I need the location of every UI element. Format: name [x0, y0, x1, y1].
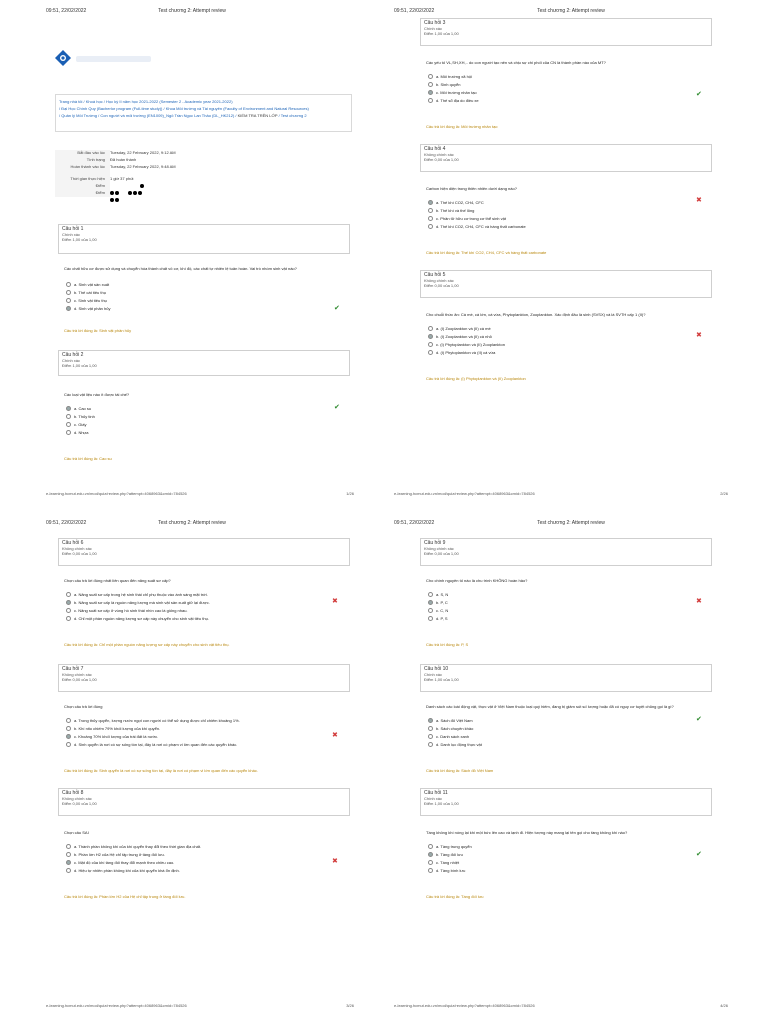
option-label: b. P, C [436, 599, 448, 605]
radio-icon[interactable] [66, 608, 71, 613]
question-info-box [420, 270, 712, 298]
page-number: 1/26 [346, 491, 354, 496]
radio-icon[interactable] [428, 350, 433, 355]
radio-icon[interactable] [66, 422, 71, 427]
answer-option[interactable] [428, 222, 708, 230]
summary-row [55, 197, 355, 204]
page-header [46, 8, 338, 18]
correct-check-icon: ✔ [696, 716, 702, 723]
question-status: Không chính xác [62, 672, 92, 677]
correct-answer-feedback: Câu trả lời đúng là: Cao su [64, 456, 112, 461]
breadcrumb-link[interactable]: Đại Học Chính Quy (Bacherlor program (Full-time study)) [61, 106, 163, 111]
option-label: c. Danh sách xanh [436, 733, 470, 739]
correct-answer-feedback: Câu trả lời đúng là: Tầng đối lưu [426, 894, 484, 899]
correct-answer-feedback: Câu trả lời đúng là: Sách đỏ Việt Nam [426, 768, 494, 773]
radio-icon[interactable] [428, 200, 433, 205]
answer-option[interactable] [428, 858, 698, 866]
question-info-box [420, 788, 712, 816]
radio-icon[interactable] [66, 868, 71, 873]
option-label: c. Phân tử hữu cơ trong cơ thể sinh vật [436, 215, 506, 221]
option-label: a. Sách đỏ Việt Nam [436, 717, 473, 723]
option-label: d. Sinh quyển là nơi có sự sống tồn tại, đây là nơi có phạm vi lớn quan đến các quyển khác. [74, 741, 238, 747]
radio-icon[interactable] [66, 844, 71, 849]
radio-icon[interactable] [66, 742, 71, 747]
answer-option[interactable] [66, 404, 346, 412]
question-score: Điểm 1,00 của 1,00 [424, 801, 459, 806]
breadcrumb-current: KIỂM TRA TRÊN LỚP [237, 113, 278, 118]
question-number: Câu hỏi 1 [62, 226, 84, 232]
question-score: Điểm 0,00 của 1,00 [62, 551, 97, 556]
answer-option[interactable] [66, 280, 346, 288]
correct-answer-feedback: Câu trả lời đúng là: P, S [426, 642, 469, 647]
answer-options [428, 716, 698, 748]
answer-option[interactable] [66, 740, 336, 748]
answer-option[interactable] [428, 80, 708, 88]
redacted-mark [110, 197, 355, 204]
answer-option[interactable] [66, 296, 346, 304]
radio-icon[interactable] [428, 868, 433, 873]
answer-option[interactable] [428, 332, 708, 340]
option-label: a. Sinh vật sản xuất [74, 281, 110, 287]
option-label: a. Thành phần không khí của khí quyển thay đổi theo thời gian địa chất. [74, 843, 202, 849]
question-info-box [58, 788, 350, 816]
option-label: d. Tầng bình lưu [436, 867, 466, 873]
option-label: a. Thế khí CO2, CH4, CFC [436, 199, 484, 205]
page-url: e-learning.hcmut.edu.vn/mod/quiz/review.php?attempt=4068963&cmid=784526 [46, 491, 187, 496]
answer-option[interactable] [66, 842, 336, 850]
radio-icon[interactable] [66, 306, 71, 311]
question-text: Tầng không khí nóng lại khi một bức lên cao và lạnh đi. Hiện tượng này mang lại tên gọi cho tầng không khí nào? [426, 830, 628, 835]
correct-answer-feedback: Câu trả lời đúng là: (I) Phytoplankton và (II) Zooplankton [426, 376, 526, 381]
radio-icon[interactable] [66, 406, 71, 411]
radio-icon[interactable] [428, 852, 433, 857]
option-label: d. Hiệu tự nhiên phần không khí của khí quyển khá ổn định. [74, 867, 180, 873]
answer-option[interactable] [66, 420, 346, 428]
radio-icon[interactable] [428, 860, 433, 865]
breadcrumb-link[interactable]: Khoa Môi trường và Tài nguyên (Faculty of Environment and Natural Resources) [165, 106, 309, 111]
summary-value: 1 giờ 37 phút [110, 176, 134, 181]
question-score: Điểm 1,00 của 1,00 [424, 31, 459, 36]
page-title: Test chương 2: Attempt review [158, 520, 226, 526]
option-label: c. Mật độ của khí tầng đối thay đổi mạnh theo chiều cao. [74, 859, 175, 865]
radio-icon[interactable] [428, 616, 433, 621]
page-title: Test chương 2: Attempt review [537, 520, 605, 526]
summary-row [55, 157, 355, 164]
correct-answer-feedback: Câu trả lời đúng là: Thế khí CO2, CH4, CFC và hàng thất carbonate [426, 250, 547, 255]
option-label: c. Môi trường nhân tạo [436, 89, 477, 95]
breadcrumb: Trang nhà tôi / Khoá học / Học kỳ II năm học 2021-2022 (Semester 2 - Academic year 2021-2022) / Đại Học Chính Quy (Bacherlor program (Full-time study)) / Khoa Môi trường và Tài nguyên (Faculty of Environment and Natural Resources) / Quản lý Môi Trường / Con người và môi trường (EN1009)_Ngô Trần Ngọc Lan Thảo (DL_HK212) / KIỂM TRA TRÊN LỚP / Test chương 2 [55, 94, 352, 132]
option-label: d. Thế sổ địa do điều xe [436, 97, 479, 103]
option-label: b. Thế cát tiêu thụ [74, 289, 106, 295]
answer-option[interactable] [428, 732, 698, 740]
answer-option[interactable] [66, 850, 336, 858]
breadcrumb-link[interactable]: Con người và môi trường (EN1009)_Ngô Trần Ngọc Lan Thảo (DL_HK212) [100, 113, 235, 118]
radio-icon[interactable] [66, 726, 71, 731]
summary-label: Điểm [55, 183, 110, 190]
question-score: Điểm 1,00 của 1,00 [424, 677, 459, 682]
option-label: d. Chỉ một phần nguồn năng lượng sơ cấp này chuyển cho sinh vật tiêu thụ. [74, 615, 209, 621]
question-status: Chính xác [424, 672, 443, 677]
answer-option[interactable] [66, 304, 346, 312]
question-score: Điểm 0,00 của 1,00 [424, 283, 459, 288]
answer-option[interactable] [428, 96, 708, 104]
question-info-box [420, 664, 712, 692]
redacted-grade [110, 190, 355, 197]
radio-icon[interactable] [428, 90, 433, 95]
question-text: Chọn câu trả lời đúng nhất liên quan đến năng suất sơ cấp? [64, 578, 171, 583]
page-timestamp: 09:51, 22/02/2022 [46, 520, 87, 526]
question-status: Không chính xác [424, 546, 454, 551]
option-label: c. Năng suất sơ cấp ở vùng hồ sinh thái nhìn cao là giống nhau. [74, 607, 188, 613]
answer-option[interactable] [66, 598, 336, 606]
page-title: Test chương 2: Attempt review [537, 8, 605, 14]
answer-option[interactable] [428, 198, 708, 206]
option-label: a. Cao su [74, 405, 92, 411]
question-score: Điểm 1,00 của 1,00 [62, 363, 97, 368]
page-number: 2/26 [720, 491, 728, 496]
answer-option[interactable] [428, 866, 698, 874]
option-label: d. Sinh vật phân hủy [74, 305, 111, 311]
pdf-page-3 [0, 512, 384, 1024]
question-number: Câu hỏi 3 [424, 20, 446, 26]
option-label: b. Thế khí và thế lỏng [436, 207, 475, 213]
page-url: e-learning.hcmut.edu.vn/mod/quiz/review.php?attempt=4068963&cmid=784526 [46, 1003, 187, 1008]
radio-icon[interactable] [66, 616, 71, 621]
correct-check-icon: ✔ [696, 851, 702, 858]
option-label: d. (I) Phytoplankton và (II) cá vừa [436, 349, 496, 355]
answer-option[interactable] [428, 724, 698, 732]
breadcrumb-link[interactable]: Khoá học [85, 99, 103, 104]
question-number: Câu hỏi 8 [62, 790, 84, 796]
incorrect-cross-icon: ✖ [332, 598, 338, 605]
question-number: Câu hỏi 7 [62, 666, 84, 672]
radio-icon[interactable] [66, 734, 71, 739]
page-header [394, 8, 748, 18]
answer-option[interactable] [428, 598, 698, 606]
radio-icon[interactable] [66, 298, 71, 303]
option-label: b. Sinh quyển [436, 81, 461, 87]
question-info-box [420, 144, 712, 172]
question-text: Các chất hữu cơ được sử dụng và chuyển hóa thành chất vô cơ, khí độ, các chất tự nhiên lệ tuân hoàn. Vai trò nhóm sinh vật nào? [64, 266, 297, 271]
incorrect-cross-icon: ✖ [696, 598, 702, 605]
answer-options [66, 842, 336, 874]
page-title: Test chương 2: Attempt review [158, 8, 226, 14]
question-info-box [58, 224, 350, 254]
answer-option[interactable] [428, 348, 708, 356]
page-footer [394, 1003, 728, 1008]
summary-label: Tình trạng [55, 157, 110, 164]
question-text: Cho chuỗi thức ăn: Cá mè, cá lớn, cá vừa, Phytoplankton, Zooplankton. Xác định đâu là sinh (SVSX) và là SVTH cấp 1 (II)? [426, 312, 646, 317]
option-label: d. P, S [436, 615, 448, 621]
answer-option[interactable] [428, 850, 698, 858]
page-url: e-learning.hcmut.edu.vn/mod/quiz/review.php?attempt=4068963&cmid=784526 [394, 1003, 535, 1008]
radio-icon[interactable] [428, 82, 433, 87]
option-label: b. (I) Zooplankton và (II) cá nhỏ [436, 333, 492, 339]
summary-row [55, 176, 355, 183]
answer-option[interactable] [428, 340, 708, 348]
answer-option[interactable] [428, 614, 698, 622]
breadcrumb-link[interactable]: Quản lý Môi Trường [61, 113, 97, 118]
question-number: Câu hỏi 4 [424, 146, 446, 152]
question-status: Không chính xác [424, 278, 454, 283]
breadcrumb-link[interactable]: Học kỳ II năm học 2021-2022 (Semester 2 - Academic year 2021-2022) [106, 99, 233, 104]
answer-options [66, 404, 346, 436]
option-label: b. Khí nito chiếm 79% khối lượng của khí quyển. [74, 725, 161, 731]
question-number: Câu hỏi 6 [62, 540, 84, 546]
option-label: a. S, N [436, 591, 449, 597]
radio-icon[interactable] [66, 430, 71, 435]
correct-check-icon: ✔ [334, 305, 340, 312]
radio-icon[interactable] [428, 742, 433, 747]
answer-options [428, 198, 708, 230]
question-status: Không chính xác [62, 546, 92, 551]
university-logo-icon [55, 50, 71, 66]
radio-icon[interactable] [428, 608, 433, 613]
radio-icon[interactable] [428, 342, 433, 347]
summary-value: Tuesday, 22 February 2022, 9:12 AM [110, 150, 176, 155]
answer-option[interactable] [428, 324, 708, 332]
answer-option[interactable] [428, 842, 698, 850]
radio-icon[interactable] [428, 600, 433, 605]
option-label: c. Giấy [74, 421, 87, 427]
answer-option[interactable] [66, 732, 336, 740]
answer-option[interactable] [428, 590, 698, 598]
answer-options [66, 716, 336, 748]
option-label: b. Tầng đối lưu [436, 851, 463, 857]
summary-label: Thời gian thực hiện [55, 176, 110, 183]
question-number: Câu hỏi 9 [424, 540, 446, 546]
option-label: b. Thủy tinh [74, 413, 95, 419]
correct-answer-feedback: Câu trả lời đúng là: Chỉ một phần nguồn năng lượng sơ cấp này chuyển cho sinh vật tiêu thụ. [64, 642, 230, 647]
option-label: c. Tầng nhiệt [436, 859, 460, 865]
site-logo-text [76, 56, 151, 62]
correct-check-icon: ✔ [334, 404, 340, 411]
radio-icon[interactable] [66, 282, 71, 287]
answer-option[interactable] [66, 614, 336, 622]
radio-icon[interactable] [428, 734, 433, 739]
correct-answer-feedback: Câu trả lời đúng là: Môi trường nhân tạo [426, 124, 498, 129]
page-header [394, 520, 748, 530]
question-status: Chính xác [62, 358, 81, 363]
pdf-page-2 [384, 0, 768, 512]
answer-option[interactable] [66, 606, 336, 614]
question-number: Câu hỏi 11 [424, 790, 448, 796]
correct-check-icon: ✔ [696, 91, 702, 98]
question-number: Câu hỏi 5 [424, 272, 446, 278]
option-label: a. Năng suất sơ cấp trong hệ sinh thái chỉ phụ thuộc vào ánh sáng mặt trời. [74, 591, 208, 597]
answer-option[interactable] [428, 740, 698, 748]
option-label: a. Trong thủy quyển, lượng nước ngọt con người có thể sử dụng được chỉ chiếm khoảng 1%. [74, 717, 240, 723]
answer-options [66, 590, 336, 622]
question-status: Không chính xác [62, 796, 92, 801]
answer-option[interactable] [66, 716, 336, 724]
question-text: Chọn câu SAI [64, 830, 89, 835]
summary-label: Điểm [55, 190, 110, 197]
radio-icon[interactable] [428, 74, 433, 79]
summary-row [55, 150, 355, 157]
answer-option[interactable] [428, 206, 708, 214]
answer-option[interactable] [428, 72, 708, 80]
radio-icon[interactable] [428, 216, 433, 221]
summary-row [55, 183, 355, 190]
page-footer [394, 491, 728, 496]
question-status: Chính xác [424, 26, 443, 31]
correct-answer-feedback: Câu trả lời đúng là: Sinh vật phân hủy [64, 328, 132, 333]
radio-icon[interactable] [428, 726, 433, 731]
question-text: Các loại vật liệu nào ít được tái chế? [64, 392, 130, 397]
radio-icon[interactable] [428, 334, 433, 339]
question-status: Chính xác [424, 796, 443, 801]
answer-option[interactable] [66, 866, 336, 874]
page-number: 3/26 [346, 1003, 354, 1008]
page-url: e-learning.hcmut.edu.vn/mod/quiz/review.php?attempt=4068963&cmid=784526 [394, 491, 535, 496]
question-text: Chọn câu trả lời đúng [64, 704, 103, 709]
question-text: Các yếu tố VL,SH,XH,.. do con người tạo nên và chịu sự chi phối của CN là thành phần nào của MT? [426, 60, 606, 65]
answer-option[interactable] [66, 428, 346, 436]
answer-option[interactable] [428, 214, 708, 222]
question-status: Không chính xác [424, 152, 454, 157]
option-label: d. Thế khí CO2, CH4, CFC và hàng thất carbonate [436, 223, 526, 229]
incorrect-cross-icon: ✖ [332, 858, 338, 865]
option-label: b. Năng suất sơ cấp là nguồn năng lượng mà sinh vật sản xuất giữ lại được. [74, 599, 210, 605]
question-number: Câu hỏi 10 [424, 666, 449, 672]
radio-icon[interactable] [428, 844, 433, 849]
summary-label: Bắt đầu vào lúc [55, 150, 110, 157]
option-label: c. C, N [436, 607, 449, 613]
answer-options [66, 280, 346, 312]
correct-answer-feedback: Câu trả lời đúng là: Phần lớn H2 của Hệ chỉ tập trung ở tầng đối lưu. [64, 894, 186, 899]
answer-option[interactable] [66, 288, 346, 296]
pdf-page-4 [384, 512, 768, 1024]
radio-icon[interactable] [428, 718, 433, 723]
summary-row [55, 164, 355, 176]
page-footer [46, 1003, 354, 1008]
answer-option[interactable] [66, 412, 346, 420]
option-label: c. (I) Phytoplankton và (II) Zooplankton [436, 341, 505, 347]
option-label: d. Nhựa [74, 429, 89, 435]
summary-label: Hoàn thành vào lúc [55, 164, 110, 176]
summary-value: Tuesday, 22 February 2022, 9:48 AM [110, 164, 176, 169]
question-info-box [58, 538, 350, 566]
summary-value: Đã hoàn thành [110, 157, 137, 162]
question-status: Chính xác [62, 232, 81, 237]
radio-icon[interactable] [428, 592, 433, 597]
answer-options [428, 72, 708, 104]
question-score: Điểm 0,00 của 1,00 [424, 157, 459, 162]
attempt-summary-table [55, 150, 355, 204]
question-score: Điểm 0,00 của 1,00 [62, 801, 97, 806]
answer-option[interactable] [66, 858, 336, 866]
question-info-box [420, 18, 712, 46]
radio-icon[interactable] [428, 224, 433, 229]
option-label: a. Tầng trung quyển [436, 843, 472, 849]
page-number: 4/26 [720, 1003, 728, 1008]
question-score: Điểm 0,00 của 1,00 [62, 677, 97, 682]
incorrect-cross-icon: ✖ [696, 332, 702, 339]
option-label: c. Sinh vật tiêu thụ [74, 297, 107, 303]
option-label: a. (I) Zooplankton và (II) cá mè [436, 325, 491, 331]
question-score: Điểm 0,00 của 1,00 [424, 551, 459, 556]
page-header [46, 520, 338, 530]
answer-option[interactable] [428, 606, 698, 614]
breadcrumb-link[interactable]: Test chương 2 [280, 113, 307, 118]
radio-icon[interactable] [428, 98, 433, 103]
summary-row [55, 190, 355, 197]
radio-icon[interactable] [66, 860, 71, 865]
question-info-box [58, 664, 350, 692]
question-number: Câu hỏi 2 [62, 352, 84, 358]
breadcrumb-link[interactable]: Trang nhà tôi [59, 99, 83, 104]
answer-option[interactable] [428, 716, 698, 724]
pdf-page-1 [0, 0, 384, 512]
radio-icon[interactable] [66, 592, 71, 597]
page-timestamp: 09:51, 22/02/2022 [394, 520, 435, 526]
answer-options [428, 590, 698, 622]
question-score: Điểm 1,00 của 1,00 [62, 237, 97, 242]
option-label: b. Sách chuyên khảo [436, 725, 474, 731]
answer-options [428, 842, 698, 874]
radio-icon[interactable] [66, 414, 71, 419]
radio-icon[interactable] [66, 600, 71, 605]
correct-answer-feedback: Câu trả lời đúng là: Sinh quyển là nơi có sự sống tồn tại, đây là nơi có phạm vi lớn quan đến các quyển khác. [64, 768, 258, 773]
option-label: b. Phần lớn H2 của Hệ chỉ tập trung ở tầng đối lưu. [74, 851, 165, 857]
radio-icon[interactable] [66, 290, 71, 295]
incorrect-cross-icon: ✖ [696, 197, 702, 204]
radio-icon[interactable] [428, 326, 433, 331]
redacted-score [110, 183, 355, 190]
option-label: d. Danh lục động thực vật [436, 741, 482, 747]
incorrect-cross-icon: ✖ [332, 732, 338, 739]
question-info-box [58, 350, 350, 376]
question-info-box [420, 538, 712, 566]
answer-options [428, 324, 708, 356]
answer-option[interactable] [428, 88, 708, 96]
page-timestamp: 09:51, 22/02/2022 [46, 8, 87, 14]
page-timestamp: 09:51, 22/02/2022 [394, 8, 435, 14]
page-footer [46, 491, 354, 496]
radio-icon[interactable] [66, 718, 71, 723]
radio-icon[interactable] [66, 852, 71, 857]
question-text: Danh sách các loài động vật, thực vật ở Việt Nam thuộc loại quý hiếm, đang bị giảm sút số lượng hoặc đã có nguy cơ tuyệt chủng gọi là gì? [426, 704, 674, 709]
answer-option[interactable] [66, 590, 336, 598]
answer-option[interactable] [66, 724, 336, 732]
question-text: Cho chính nguyên tố nào là chu trình KHÔNG hoàn hảo? [426, 578, 528, 583]
option-label: c. Khoảng 70% khối lượng của trái đất là nước. [74, 733, 159, 739]
option-label: a. Môi trường xã hội [436, 73, 472, 79]
radio-icon[interactable] [428, 208, 433, 213]
question-text: Carbon hiện diện trong thiên nhiên dưới dạng nào? [426, 186, 517, 191]
